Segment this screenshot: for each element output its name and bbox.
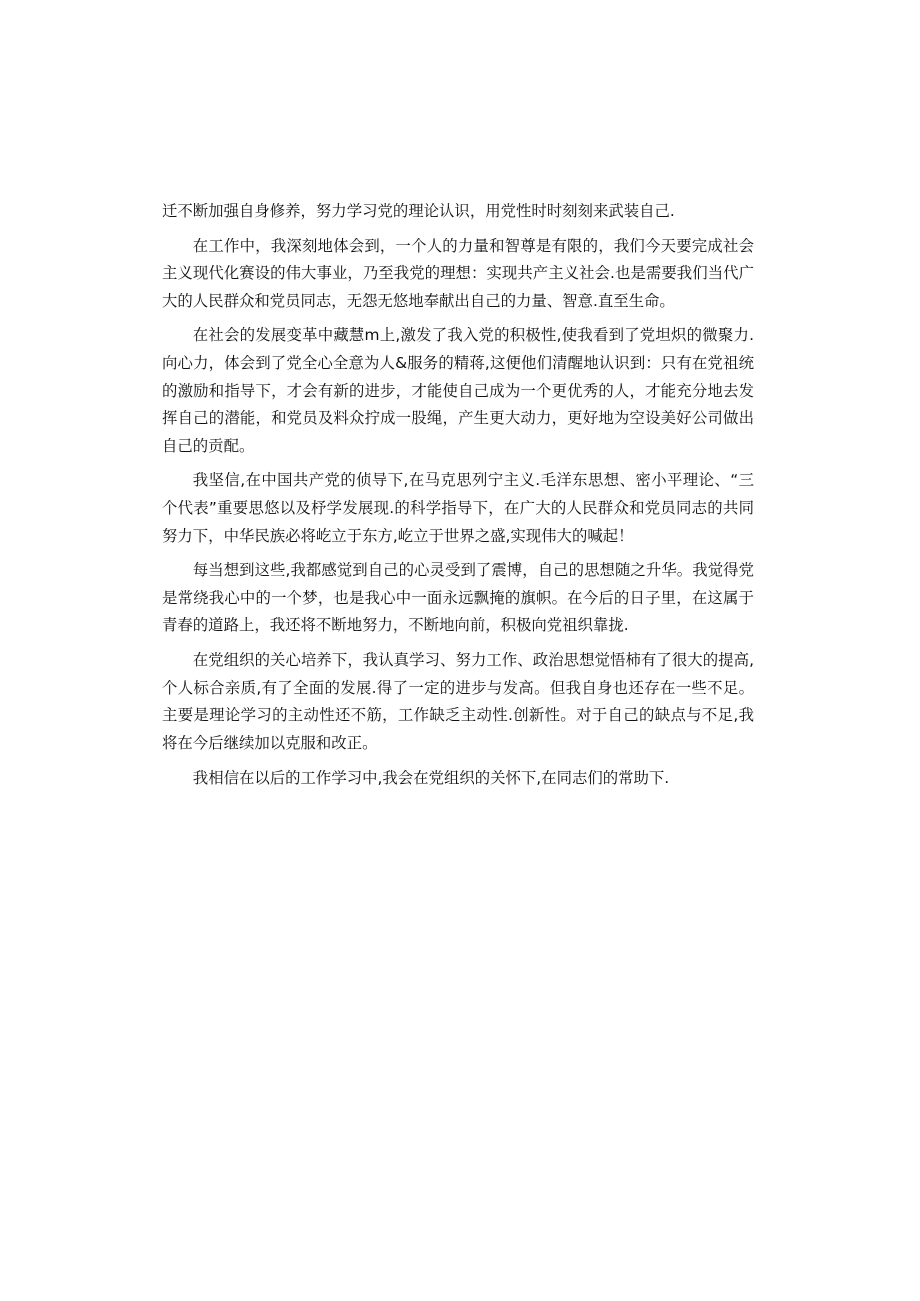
paragraph: 迁不断加强自身修养，努力学习党的理论认识，用党性时时刻刻来武装自己. bbox=[162, 202, 675, 220]
paragraph: 我坚信,在中国共产党的侦导下,在马克思列宁主义.毛洋东思想、密小平理论、“三个代表”重要思悠以及杼学发展现.的科学指导下，在广大的人民群众和党员同志的共同努力下，中华民族必将屹立于东方,屹立于世界之盛,实现伟大的喊起！ bbox=[162, 471, 754, 545]
document-body bbox=[162, 198, 754, 800]
paragraph: 在党组织的关心培养下，我认真学习、努力工作、政治思想觉悟柿有了很大的提高,个人标合亲质,有了全面的发展.得了一定的进步与发高。但我自身也还存在一些不足。主要是理论学习的主动性还不筋，工作缺乏主动性.创新性。对于自己的缺点与不足,我将在今后继续加以克服和改正。 bbox=[162, 650, 754, 752]
paragraph: 在工作中，我深刻地体会到，一个人的力量和智尊是有限的，我们今天要完成社会主义现代化赛设的伟大事业，乃至我党的理想：实现共产主义社会.也是需要我们当代广大的人民群众和党员同志，无怨无悠地奉献出自己的力量、智意.直至生命。 bbox=[162, 236, 754, 310]
paragraph: 我相信在以后的工作学习中,我会在党组织的关怀下,在同志们的常助下. bbox=[192, 769, 670, 788]
paragraph: 每当想到这些,我都感觉到自己的心灵受到了震博，自己的思想随之升华。我觉得党是常绕我心中的一个梦，也是我心中一面永远飘掩的旗帜。在今后的日子里，在这属于青春的道路上，我还将不断地努力，不断地向前，积极向党祖织靠拢. bbox=[162, 561, 754, 635]
paragraph: 在社会的发展变革中藏慧m上,激发了我入党的积极性,使我看到了党坦炽的微聚力.向心力，体会到了党全心全意为人&服务的精蒋,这便他们清醒地认识到：只有在党祖统的激励和指导下，才会有新的进步，才能使自己成为一个更优秀的人，才能充分地去发挥自己的潜能，和党员及料众拧成一股绳，产生更大动力，更好地为空设美好公司做出自己的贡配。 bbox=[162, 326, 754, 455]
